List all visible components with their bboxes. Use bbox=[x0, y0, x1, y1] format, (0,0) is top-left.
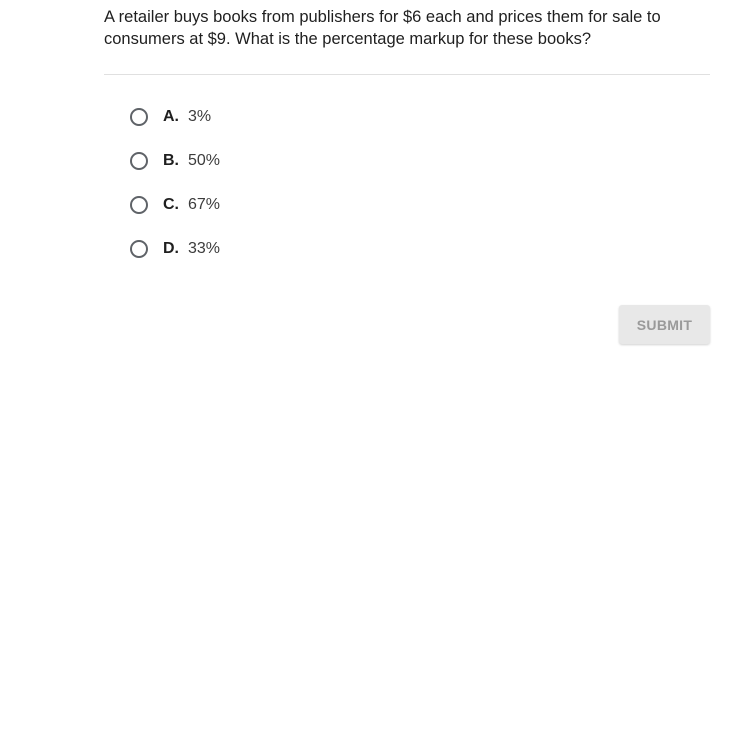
option-letter: D. bbox=[163, 240, 179, 257]
option-text: 50% bbox=[188, 152, 221, 169]
option-text: 67% bbox=[188, 196, 221, 213]
option-letter: A. bbox=[163, 108, 179, 125]
radio-button-b[interactable] bbox=[130, 152, 148, 170]
option-letter: C. bbox=[163, 196, 179, 213]
option-a[interactable] bbox=[130, 104, 220, 130]
option-c[interactable] bbox=[130, 192, 220, 218]
option-text: 33% bbox=[188, 240, 221, 257]
submit-button[interactable]: SUBMIT bbox=[619, 305, 710, 344]
option-text: 3% bbox=[188, 108, 212, 125]
option-b[interactable] bbox=[130, 148, 220, 174]
answer-options bbox=[130, 104, 220, 280]
radio-button-c[interactable] bbox=[130, 196, 148, 214]
radio-button-a[interactable] bbox=[130, 108, 148, 126]
option-d[interactable] bbox=[130, 236, 220, 262]
option-letter: B. bbox=[163, 152, 179, 169]
question-text: A retailer buys books from publishers for $6 each and prices them for sale to consumers at $9. What is the percentage markup for these books? bbox=[104, 8, 661, 48]
divider bbox=[104, 74, 710, 75]
radio-button-d[interactable] bbox=[130, 240, 148, 258]
